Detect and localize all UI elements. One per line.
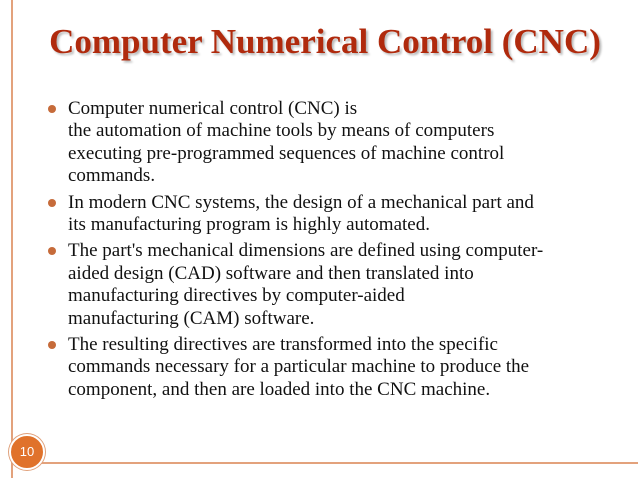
bullet-dot-icon: [48, 199, 56, 207]
bullet-item: [46, 240, 606, 330]
bullet-dot-icon: [48, 105, 56, 113]
bullet-text: In modern CNC systems, the design of a mechanical part and its manufacturing program is highly automated.: [68, 191, 534, 236]
page-number-badge: 10: [9, 434, 45, 470]
bullet-list: [46, 98, 606, 405]
bullet-text: The resulting directives are transformed into the specific commands necessary for a particular machine to produce the component, and then are loaded into the CNC machine.: [68, 334, 530, 400]
bullet-item: [46, 334, 606, 401]
bullet-dot-icon: [48, 247, 56, 255]
frame-left-line: [11, 0, 13, 478]
bullet-text: Computer numerical control (CNC) is the automation of machine tools by means of computers executing pre-programmed sequences of machine control commands.: [68, 98, 505, 187]
bullet-item: [46, 192, 606, 237]
slide-title: Computer Numerical Control (CNC): [49, 22, 601, 61]
bullet-text: The part's mechanical dimensions are defined using computer- aided design (CAD) software and then translated into manufacturing directives by computer-aided manufacturing (CAM) software.: [68, 240, 544, 329]
frame-bottom-line: [11, 462, 638, 464]
bullet-item: [46, 98, 606, 188]
bullet-dot-icon: [48, 341, 56, 349]
